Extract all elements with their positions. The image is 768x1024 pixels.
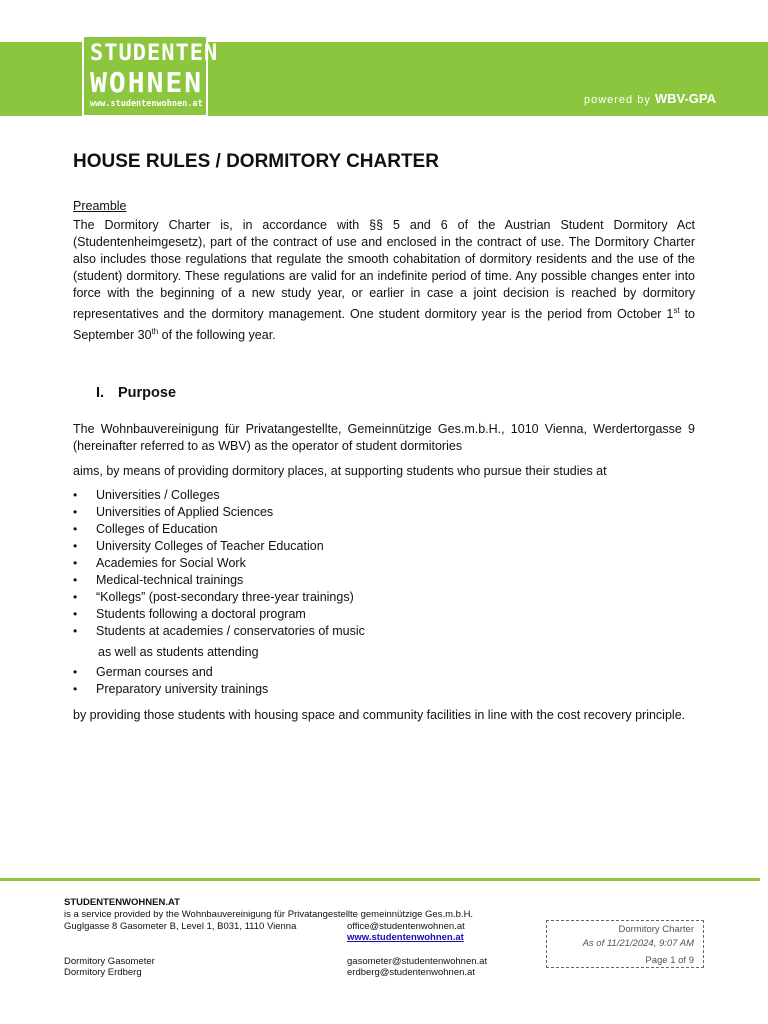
- list-item: • Students at academies / conservatories of music: [73, 623, 365, 640]
- aims-text: aims, by means of providing dormitory places, at supporting students who pursue their studies at: [73, 464, 607, 478]
- document-stamp: [546, 920, 704, 968]
- list-item: • Colleges of Education: [73, 521, 365, 538]
- footer-office-email[interactable]: office@studentenwohnen.at: [347, 921, 465, 932]
- footer-dorm1-name: Dormitory Gasometer: [64, 956, 155, 967]
- courses-list: [73, 664, 268, 698]
- list-item: • Students following a doctoral program: [73, 606, 365, 623]
- list-item: • Medical-technical trainings: [73, 572, 365, 589]
- preamble-sup-st: st: [673, 306, 680, 315]
- preamble-text-b: to September 30: [73, 307, 696, 343]
- preamble-sup-th: th: [151, 327, 159, 337]
- footer-org-name: STUDENTENWOHNEN.AT: [64, 897, 180, 908]
- list-item: • Preparatory university trainings: [73, 681, 268, 698]
- list-item: • German courses and: [73, 664, 268, 681]
- footer-dorm1-email[interactable]: gasometer@studentenwohnen.at: [347, 956, 488, 967]
- preamble-text-a: The Dormitory Charter is, in accordance with §§ 5 and 6 of the Austrian Student Dormitory Act (Studentenheimgesetz), part of the contract of use and enclosed in the contract of use. The Dormitory Charter also includes those regulations that regulate the smooth cohabitation of dormitory residents and the use of the (student) dormitory. These regulations are valid for an indefinite period of time. Any possible changes enter into force with the beginning of a new study year, or earlier in case a joint decision is reached by dormitory representatives and the dormitory management. One student dormitory year is the period from October 1: [73, 218, 695, 322]
- footer-service-text: is a service provided by the Wohnbauvereinigung für Privatangestellte gemeinnützige Ges.m.b.H.: [64, 909, 474, 920]
- list-item: • Academies for Social Work: [73, 555, 365, 572]
- footer-address: Guglgasse 8 Gasometer B, Level 1, B031, 1110 Vienna: [64, 921, 297, 932]
- stamp-date: As of 11/21/2024, 9:07 AM: [582, 938, 694, 949]
- purpose-intro: The Wohnbauvereinigung für Privatangestellte, Gemeinnützige Ges.m.b.H., 1010 Vienna, Werdertorgasse 9 (hereinafter referred to as WBV) as the operator of student dormitories: [73, 422, 695, 453]
- page-title: HOUSE RULES / DORMITORY CHARTER: [73, 151, 439, 172]
- footer-dorm2-email[interactable]: erdberg@studentenwohnen.at: [347, 967, 475, 978]
- page-number: Page 1 of 9: [645, 955, 694, 966]
- as-well-text: as well as students attending: [98, 645, 259, 659]
- logo-line2: WOHNEN: [90, 66, 204, 99]
- list-item: • “Kollegs” (post-secondary three-year trainings): [73, 589, 365, 606]
- preamble-text: [73, 217, 695, 344]
- purpose-number: I.: [96, 385, 105, 401]
- powered-by-text: powered by: [583, 94, 651, 106]
- purpose-title: Purpose: [118, 385, 177, 401]
- closing-text: by providing those students with housing space and community facilities in line with the cost recovery principle.: [73, 708, 686, 722]
- list-item: • Universities of Applied Sciences: [73, 504, 365, 521]
- logo-line1: STUDENTEN: [90, 41, 219, 66]
- footer-website-link[interactable]: www.studentenwohnen.at: [347, 932, 464, 943]
- purpose-heading: [96, 385, 176, 401]
- list-item: • Universities / Colleges: [73, 487, 365, 504]
- wbv-gpa-logo: WBV-GPA: [654, 91, 716, 106]
- logo-url: www.studentenwohnen.at: [90, 99, 203, 109]
- footer-divider: [0, 878, 760, 881]
- institutions-list: [73, 487, 365, 640]
- stamp-title: Dormitory Charter: [618, 924, 694, 935]
- powered-by: [584, 91, 716, 106]
- list-item: • University Colleges of Teacher Education: [73, 538, 365, 555]
- preamble-label: Preamble: [73, 199, 127, 213]
- preamble-text-c: of the following year.: [158, 328, 276, 343]
- footer-dorm2-name: Dormitory Erdberg: [64, 967, 142, 978]
- studentenwohnen-logo[interactable]: [82, 35, 219, 117]
